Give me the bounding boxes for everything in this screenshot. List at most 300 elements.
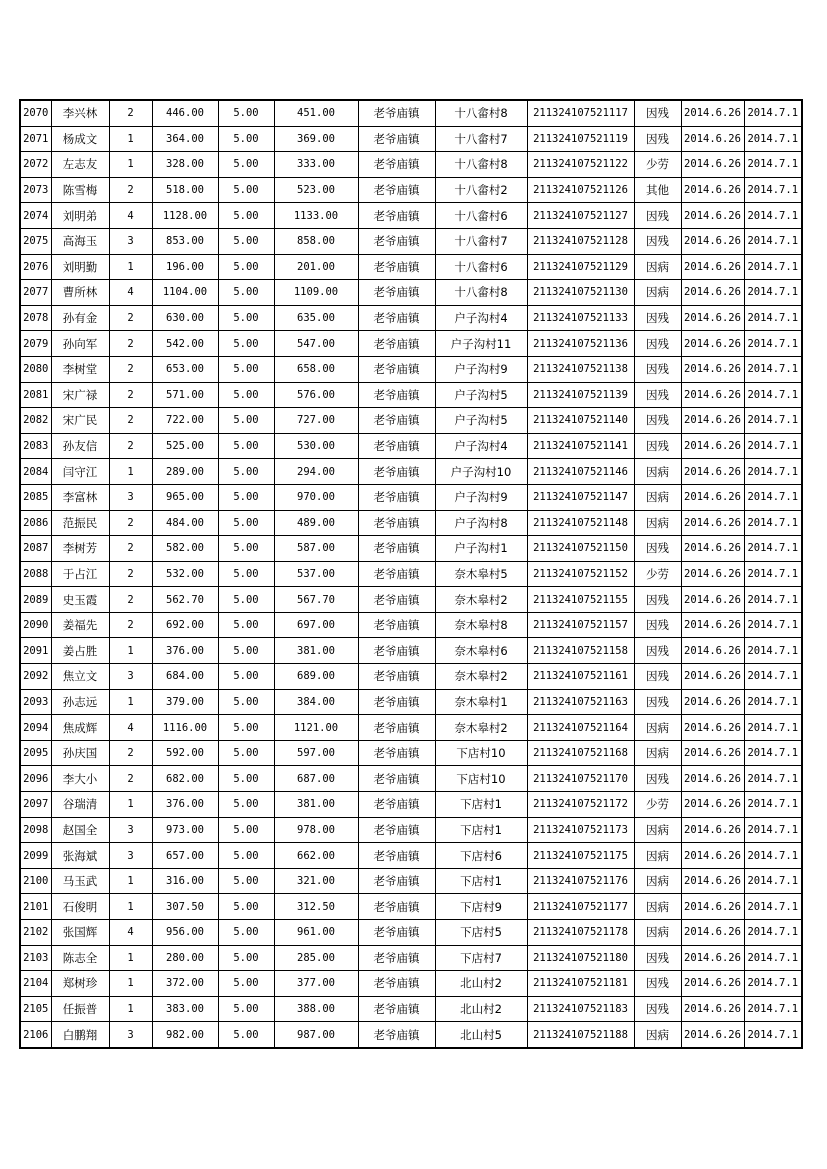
village-cell: 户子沟村10 xyxy=(435,459,527,485)
table-row xyxy=(20,715,802,741)
household-id-cell: 211324107521173 xyxy=(527,817,634,843)
village-cell: 十八畲村6 xyxy=(435,254,527,280)
approve-date-cell: 2014.6.26 xyxy=(681,254,744,280)
approve-date-cell: 2014.6.26 xyxy=(681,971,744,997)
extra-amount-cell: 5.00 xyxy=(218,305,274,331)
row-id-cell: 2081 xyxy=(20,382,51,408)
table-row xyxy=(20,843,802,869)
total-amount-cell: 1133.00 xyxy=(274,203,358,229)
start-date-cell: 2014.7.1 xyxy=(744,203,802,229)
name-cell: 李大小 xyxy=(51,766,109,792)
family-size-cell: 2 xyxy=(109,331,152,357)
table-row xyxy=(20,920,802,946)
row-id-cell: 2073 xyxy=(20,177,51,203)
base-amount-cell: 965.00 xyxy=(152,484,218,510)
reason-cell: 因病 xyxy=(634,1022,681,1048)
base-amount-cell: 973.00 xyxy=(152,817,218,843)
name-cell: 白鹏翔 xyxy=(51,1022,109,1048)
name-cell: 谷瑞清 xyxy=(51,792,109,818)
household-id-cell: 211324107521152 xyxy=(527,561,634,587)
start-date-cell: 2014.7.1 xyxy=(744,868,802,894)
row-id-cell: 2086 xyxy=(20,510,51,536)
family-size-cell: 2 xyxy=(109,740,152,766)
extra-amount-cell: 5.00 xyxy=(218,228,274,254)
approve-date-cell: 2014.6.26 xyxy=(681,408,744,434)
family-size-cell: 1 xyxy=(109,254,152,280)
total-amount-cell: 201.00 xyxy=(274,254,358,280)
extra-amount-cell: 5.00 xyxy=(218,945,274,971)
name-cell: 孙庆国 xyxy=(51,740,109,766)
household-id-cell: 211324107521122 xyxy=(527,152,634,178)
town-cell: 老爷庙镇 xyxy=(358,382,435,408)
approve-date-cell: 2014.6.26 xyxy=(681,126,744,152)
start-date-cell: 2014.7.1 xyxy=(744,766,802,792)
total-amount-cell: 537.00 xyxy=(274,561,358,587)
household-id-cell: 211324107521178 xyxy=(527,920,634,946)
approve-date-cell: 2014.6.26 xyxy=(681,715,744,741)
approve-date-cell: 2014.6.26 xyxy=(681,510,744,536)
base-amount-cell: 316.00 xyxy=(152,868,218,894)
row-id-cell: 2075 xyxy=(20,228,51,254)
base-amount-cell: 289.00 xyxy=(152,459,218,485)
start-date-cell: 2014.7.1 xyxy=(744,664,802,690)
row-id-cell: 2091 xyxy=(20,638,51,664)
extra-amount-cell: 5.00 xyxy=(218,510,274,536)
extra-amount-cell: 5.00 xyxy=(218,459,274,485)
base-amount-cell: 571.00 xyxy=(152,382,218,408)
base-amount-cell: 446.00 xyxy=(152,100,218,126)
extra-amount-cell: 5.00 xyxy=(218,792,274,818)
town-cell: 老爷庙镇 xyxy=(358,203,435,229)
base-amount-cell: 484.00 xyxy=(152,510,218,536)
table-row xyxy=(20,100,802,126)
approve-date-cell: 2014.6.26 xyxy=(681,382,744,408)
extra-amount-cell: 5.00 xyxy=(218,280,274,306)
household-id-cell: 211324107521140 xyxy=(527,408,634,434)
household-id-cell: 211324107521168 xyxy=(527,740,634,766)
village-cell: 户子沟村5 xyxy=(435,382,527,408)
row-id-cell: 2076 xyxy=(20,254,51,280)
village-cell: 奈木皋村2 xyxy=(435,664,527,690)
reason-cell: 因残 xyxy=(634,612,681,638)
family-size-cell: 3 xyxy=(109,228,152,254)
reason-cell: 因病 xyxy=(634,740,681,766)
extra-amount-cell: 5.00 xyxy=(218,664,274,690)
village-cell: 北山村5 xyxy=(435,1022,527,1048)
table-row xyxy=(20,408,802,434)
row-id-cell: 2096 xyxy=(20,766,51,792)
family-size-cell: 2 xyxy=(109,561,152,587)
base-amount-cell: 682.00 xyxy=(152,766,218,792)
family-size-cell: 2 xyxy=(109,766,152,792)
row-id-cell: 2084 xyxy=(20,459,51,485)
town-cell: 老爷庙镇 xyxy=(358,638,435,664)
start-date-cell: 2014.7.1 xyxy=(744,152,802,178)
extra-amount-cell: 5.00 xyxy=(218,254,274,280)
base-amount-cell: 582.00 xyxy=(152,536,218,562)
household-id-cell: 211324107521146 xyxy=(527,459,634,485)
total-amount-cell: 384.00 xyxy=(274,689,358,715)
reason-cell: 因残 xyxy=(634,945,681,971)
approve-date-cell: 2014.6.26 xyxy=(681,945,744,971)
family-size-cell: 1 xyxy=(109,689,152,715)
reason-cell: 因残 xyxy=(634,126,681,152)
total-amount-cell: 530.00 xyxy=(274,433,358,459)
village-cell: 十八畲村6 xyxy=(435,203,527,229)
base-amount-cell: 307.50 xyxy=(152,894,218,920)
reason-cell: 因病 xyxy=(634,817,681,843)
family-size-cell: 2 xyxy=(109,536,152,562)
row-id-cell: 2093 xyxy=(20,689,51,715)
total-amount-cell: 333.00 xyxy=(274,152,358,178)
table-row xyxy=(20,1022,802,1048)
town-cell: 老爷庙镇 xyxy=(358,715,435,741)
row-id-cell: 2079 xyxy=(20,331,51,357)
family-size-cell: 4 xyxy=(109,280,152,306)
table-row xyxy=(20,587,802,613)
start-date-cell: 2014.7.1 xyxy=(744,894,802,920)
extra-amount-cell: 5.00 xyxy=(218,126,274,152)
start-date-cell: 2014.7.1 xyxy=(744,459,802,485)
family-size-cell: 4 xyxy=(109,715,152,741)
village-cell: 奈木皋村2 xyxy=(435,587,527,613)
town-cell: 老爷庙镇 xyxy=(358,766,435,792)
approve-date-cell: 2014.6.26 xyxy=(681,817,744,843)
approve-date-cell: 2014.6.26 xyxy=(681,561,744,587)
household-id-cell: 211324107521136 xyxy=(527,331,634,357)
approve-date-cell: 2014.6.26 xyxy=(681,920,744,946)
table-row xyxy=(20,945,802,971)
family-size-cell: 2 xyxy=(109,433,152,459)
household-id-cell: 211324107521177 xyxy=(527,894,634,920)
household-id-cell: 211324107521183 xyxy=(527,996,634,1022)
name-cell: 姜占胜 xyxy=(51,638,109,664)
extra-amount-cell: 5.00 xyxy=(218,203,274,229)
family-size-cell: 2 xyxy=(109,382,152,408)
town-cell: 老爷庙镇 xyxy=(358,664,435,690)
approve-date-cell: 2014.6.26 xyxy=(681,612,744,638)
village-cell: 下店村10 xyxy=(435,766,527,792)
base-amount-cell: 982.00 xyxy=(152,1022,218,1048)
name-cell: 范振民 xyxy=(51,510,109,536)
row-id-cell: 2097 xyxy=(20,792,51,818)
reason-cell: 因病 xyxy=(634,510,681,536)
household-id-cell: 211324107521117 xyxy=(527,100,634,126)
start-date-cell: 2014.7.1 xyxy=(744,433,802,459)
village-cell: 下店村10 xyxy=(435,740,527,766)
extra-amount-cell: 5.00 xyxy=(218,715,274,741)
base-amount-cell: 630.00 xyxy=(152,305,218,331)
name-cell: 刘明弟 xyxy=(51,203,109,229)
approve-date-cell: 2014.6.26 xyxy=(681,843,744,869)
approve-date-cell: 2014.6.26 xyxy=(681,536,744,562)
reason-cell: 因残 xyxy=(634,382,681,408)
table-row xyxy=(20,689,802,715)
extra-amount-cell: 5.00 xyxy=(218,587,274,613)
table-row xyxy=(20,254,802,280)
family-size-cell: 4 xyxy=(109,203,152,229)
village-cell: 户子沟村5 xyxy=(435,408,527,434)
total-amount-cell: 597.00 xyxy=(274,740,358,766)
village-cell: 十八畲村8 xyxy=(435,100,527,126)
reason-cell: 因残 xyxy=(634,536,681,562)
village-cell: 奈木皋村1 xyxy=(435,689,527,715)
family-size-cell: 3 xyxy=(109,817,152,843)
base-amount-cell: 1116.00 xyxy=(152,715,218,741)
table-row xyxy=(20,433,802,459)
name-cell: 孙友信 xyxy=(51,433,109,459)
household-id-cell: 211324107521188 xyxy=(527,1022,634,1048)
name-cell: 郑树珍 xyxy=(51,971,109,997)
name-cell: 陈雪梅 xyxy=(51,177,109,203)
name-cell: 孙向军 xyxy=(51,331,109,357)
extra-amount-cell: 5.00 xyxy=(218,817,274,843)
base-amount-cell: 525.00 xyxy=(152,433,218,459)
approve-date-cell: 2014.6.26 xyxy=(681,1022,744,1048)
total-amount-cell: 576.00 xyxy=(274,382,358,408)
base-amount-cell: 592.00 xyxy=(152,740,218,766)
extra-amount-cell: 5.00 xyxy=(218,484,274,510)
reason-cell: 因残 xyxy=(634,331,681,357)
base-amount-cell: 722.00 xyxy=(152,408,218,434)
family-size-cell: 1 xyxy=(109,868,152,894)
family-size-cell: 2 xyxy=(109,100,152,126)
reason-cell: 因残 xyxy=(634,638,681,664)
start-date-cell: 2014.7.1 xyxy=(744,510,802,536)
approve-date-cell: 2014.6.26 xyxy=(681,689,744,715)
family-size-cell: 1 xyxy=(109,152,152,178)
town-cell: 老爷庙镇 xyxy=(358,971,435,997)
town-cell: 老爷庙镇 xyxy=(358,152,435,178)
town-cell: 老爷庙镇 xyxy=(358,510,435,536)
base-amount-cell: 653.00 xyxy=(152,356,218,382)
total-amount-cell: 658.00 xyxy=(274,356,358,382)
reason-cell: 因病 xyxy=(634,280,681,306)
household-id-cell: 211324107521139 xyxy=(527,382,634,408)
total-amount-cell: 451.00 xyxy=(274,100,358,126)
start-date-cell: 2014.7.1 xyxy=(744,945,802,971)
name-cell: 马玉武 xyxy=(51,868,109,894)
base-amount-cell: 518.00 xyxy=(152,177,218,203)
household-id-cell: 211324107521164 xyxy=(527,715,634,741)
household-id-cell: 211324107521150 xyxy=(527,536,634,562)
table-row xyxy=(20,152,802,178)
name-cell: 张海斌 xyxy=(51,843,109,869)
data-table xyxy=(19,99,803,1049)
total-amount-cell: 547.00 xyxy=(274,331,358,357)
village-cell: 奈木皋村6 xyxy=(435,638,527,664)
town-cell: 老爷庙镇 xyxy=(358,331,435,357)
base-amount-cell: 956.00 xyxy=(152,920,218,946)
town-cell: 老爷庙镇 xyxy=(358,536,435,562)
town-cell: 老爷庙镇 xyxy=(358,792,435,818)
village-cell: 下店村9 xyxy=(435,894,527,920)
approve-date-cell: 2014.6.26 xyxy=(681,356,744,382)
extra-amount-cell: 5.00 xyxy=(218,740,274,766)
row-id-cell: 2090 xyxy=(20,612,51,638)
village-cell: 户子沟村4 xyxy=(435,433,527,459)
town-cell: 老爷庙镇 xyxy=(358,689,435,715)
row-id-cell: 2095 xyxy=(20,740,51,766)
total-amount-cell: 523.00 xyxy=(274,177,358,203)
start-date-cell: 2014.7.1 xyxy=(744,280,802,306)
table-row xyxy=(20,126,802,152)
start-date-cell: 2014.7.1 xyxy=(744,100,802,126)
household-id-cell: 211324107521161 xyxy=(527,664,634,690)
table-row xyxy=(20,536,802,562)
reason-cell: 少劳 xyxy=(634,792,681,818)
village-cell: 十八畲村7 xyxy=(435,126,527,152)
town-cell: 老爷庙镇 xyxy=(358,612,435,638)
village-cell: 十八畲村8 xyxy=(435,280,527,306)
total-amount-cell: 987.00 xyxy=(274,1022,358,1048)
family-size-cell: 3 xyxy=(109,1022,152,1048)
extra-amount-cell: 5.00 xyxy=(218,536,274,562)
total-amount-cell: 388.00 xyxy=(274,996,358,1022)
reason-cell: 少劳 xyxy=(634,152,681,178)
row-id-cell: 2100 xyxy=(20,868,51,894)
village-cell: 北山村2 xyxy=(435,971,527,997)
table-row xyxy=(20,356,802,382)
table-row xyxy=(20,382,802,408)
total-amount-cell: 285.00 xyxy=(274,945,358,971)
name-cell: 孙有金 xyxy=(51,305,109,331)
town-cell: 老爷庙镇 xyxy=(358,356,435,382)
town-cell: 老爷庙镇 xyxy=(358,433,435,459)
base-amount-cell: 328.00 xyxy=(152,152,218,178)
table-row xyxy=(20,561,802,587)
approve-date-cell: 2014.6.26 xyxy=(681,484,744,510)
town-cell: 老爷庙镇 xyxy=(358,100,435,126)
name-cell: 赵国全 xyxy=(51,817,109,843)
total-amount-cell: 312.50 xyxy=(274,894,358,920)
row-id-cell: 2082 xyxy=(20,408,51,434)
reason-cell: 因病 xyxy=(634,920,681,946)
total-amount-cell: 1121.00 xyxy=(274,715,358,741)
table-row xyxy=(20,331,802,357)
start-date-cell: 2014.7.1 xyxy=(744,536,802,562)
base-amount-cell: 383.00 xyxy=(152,996,218,1022)
family-size-cell: 4 xyxy=(109,920,152,946)
household-id-cell: 211324107521129 xyxy=(527,254,634,280)
start-date-cell: 2014.7.1 xyxy=(744,356,802,382)
table-row xyxy=(20,305,802,331)
extra-amount-cell: 5.00 xyxy=(218,152,274,178)
approve-date-cell: 2014.6.26 xyxy=(681,177,744,203)
row-id-cell: 2072 xyxy=(20,152,51,178)
reason-cell: 因残 xyxy=(634,203,681,229)
row-id-cell: 2088 xyxy=(20,561,51,587)
table-row xyxy=(20,280,802,306)
total-amount-cell: 858.00 xyxy=(274,228,358,254)
family-size-cell: 1 xyxy=(109,638,152,664)
household-id-cell: 211324107521158 xyxy=(527,638,634,664)
base-amount-cell: 1128.00 xyxy=(152,203,218,229)
row-id-cell: 2078 xyxy=(20,305,51,331)
name-cell: 杨成文 xyxy=(51,126,109,152)
approve-date-cell: 2014.6.26 xyxy=(681,280,744,306)
household-id-cell: 211324107521138 xyxy=(527,356,634,382)
household-id-cell: 211324107521180 xyxy=(527,945,634,971)
village-cell: 奈木皋村2 xyxy=(435,715,527,741)
reason-cell: 因残 xyxy=(634,356,681,382)
row-id-cell: 2098 xyxy=(20,817,51,843)
start-date-cell: 2014.7.1 xyxy=(744,817,802,843)
total-amount-cell: 1109.00 xyxy=(274,280,358,306)
start-date-cell: 2014.7.1 xyxy=(744,689,802,715)
total-amount-cell: 662.00 xyxy=(274,843,358,869)
village-cell: 下店村1 xyxy=(435,817,527,843)
extra-amount-cell: 5.00 xyxy=(218,638,274,664)
table-row xyxy=(20,203,802,229)
town-cell: 老爷庙镇 xyxy=(358,484,435,510)
name-cell: 李树堂 xyxy=(51,356,109,382)
row-id-cell: 2103 xyxy=(20,945,51,971)
base-amount-cell: 376.00 xyxy=(152,638,218,664)
town-cell: 老爷庙镇 xyxy=(358,843,435,869)
town-cell: 老爷庙镇 xyxy=(358,587,435,613)
name-cell: 闫守江 xyxy=(51,459,109,485)
start-date-cell: 2014.7.1 xyxy=(744,177,802,203)
reason-cell: 因残 xyxy=(634,408,681,434)
start-date-cell: 2014.7.1 xyxy=(744,587,802,613)
reason-cell: 其他 xyxy=(634,177,681,203)
base-amount-cell: 372.00 xyxy=(152,971,218,997)
row-id-cell: 2094 xyxy=(20,715,51,741)
approve-date-cell: 2014.6.26 xyxy=(681,792,744,818)
total-amount-cell: 587.00 xyxy=(274,536,358,562)
row-id-cell: 2104 xyxy=(20,971,51,997)
row-id-cell: 2089 xyxy=(20,587,51,613)
base-amount-cell: 379.00 xyxy=(152,689,218,715)
reason-cell: 因病 xyxy=(634,715,681,741)
extra-amount-cell: 5.00 xyxy=(218,996,274,1022)
name-cell: 曹所林 xyxy=(51,280,109,306)
start-date-cell: 2014.7.1 xyxy=(744,408,802,434)
town-cell: 老爷庙镇 xyxy=(358,894,435,920)
household-id-cell: 211324107521126 xyxy=(527,177,634,203)
household-id-cell: 211324107521130 xyxy=(527,280,634,306)
family-size-cell: 1 xyxy=(109,894,152,920)
reason-cell: 因病 xyxy=(634,484,681,510)
table-row xyxy=(20,510,802,536)
start-date-cell: 2014.7.1 xyxy=(744,843,802,869)
row-id-cell: 2102 xyxy=(20,920,51,946)
reason-cell: 因残 xyxy=(634,996,681,1022)
table-row xyxy=(20,740,802,766)
start-date-cell: 2014.7.1 xyxy=(744,996,802,1022)
row-id-cell: 2092 xyxy=(20,664,51,690)
base-amount-cell: 532.00 xyxy=(152,561,218,587)
reason-cell: 因病 xyxy=(634,254,681,280)
total-amount-cell: 978.00 xyxy=(274,817,358,843)
family-size-cell: 1 xyxy=(109,126,152,152)
name-cell: 陈志全 xyxy=(51,945,109,971)
total-amount-cell: 294.00 xyxy=(274,459,358,485)
extra-amount-cell: 5.00 xyxy=(218,766,274,792)
household-id-cell: 211324107521155 xyxy=(527,587,634,613)
household-id-cell: 211324107521119 xyxy=(527,126,634,152)
town-cell: 老爷庙镇 xyxy=(358,868,435,894)
table-row xyxy=(20,484,802,510)
total-amount-cell: 635.00 xyxy=(274,305,358,331)
row-id-cell: 2080 xyxy=(20,356,51,382)
household-id-cell: 211324107521163 xyxy=(527,689,634,715)
table-row xyxy=(20,228,802,254)
household-id-cell: 211324107521133 xyxy=(527,305,634,331)
total-amount-cell: 381.00 xyxy=(274,638,358,664)
family-size-cell: 1 xyxy=(109,792,152,818)
